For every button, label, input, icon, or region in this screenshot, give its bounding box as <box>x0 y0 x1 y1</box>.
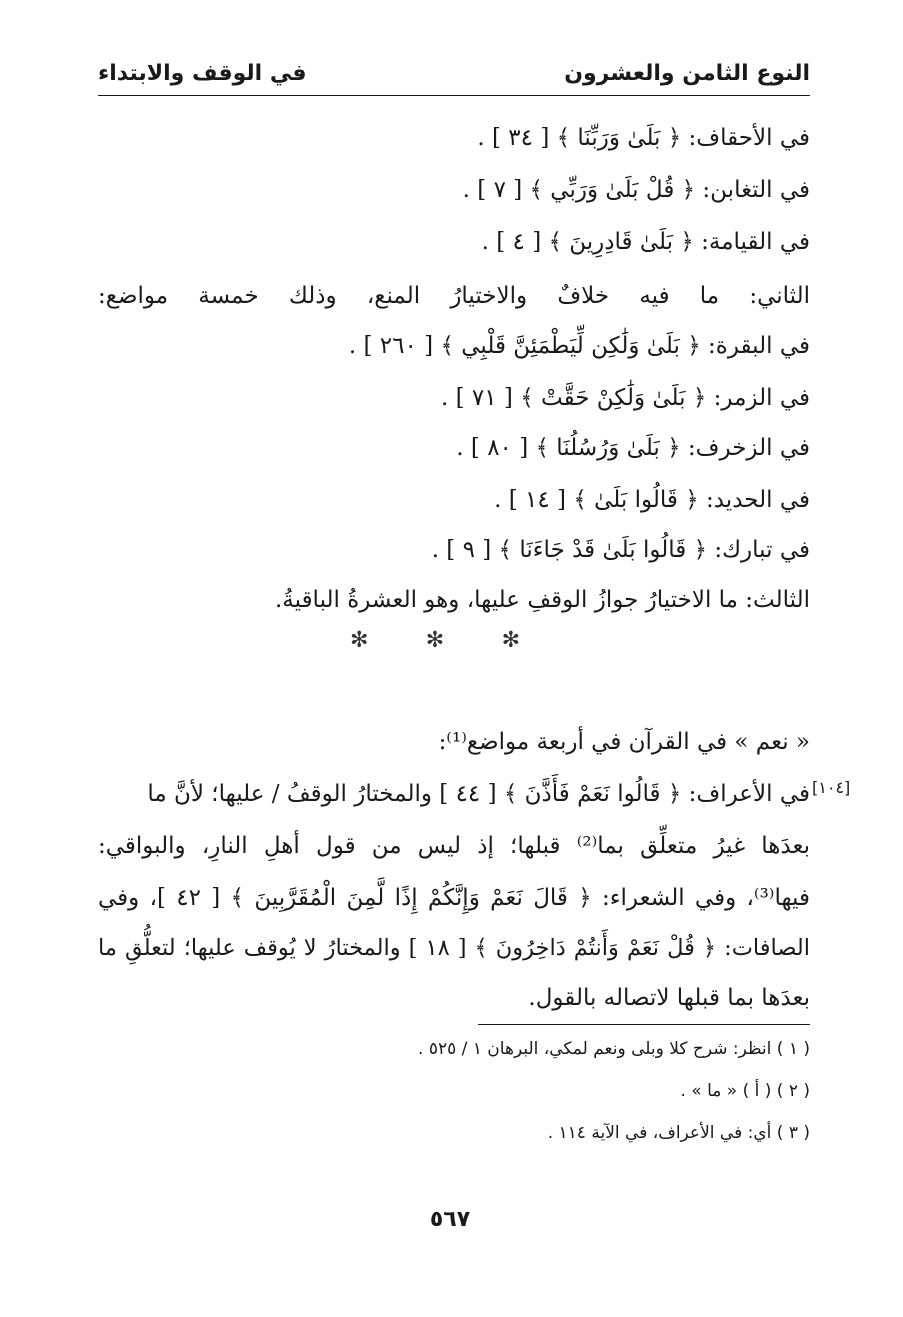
footnotes <box>98 1034 810 1164</box>
main-text-upper <box>98 118 810 638</box>
text-line: « نعم » في القرآن في أربعة مواضع⁽¹⁾: <box>438 729 810 755</box>
separator-star: ✻ <box>350 628 369 653</box>
text-line: الصافات: ﴿ قُلْ نَعَمْ وَأَنتُمْ دَاخِرُونَ ﴾ [ ١٨ ] والمختارُ لا يُوقف عليها؛ لتعلُّقِ ما <box>98 935 810 961</box>
footnote: ( ٣ ) أي: في الأعراف، في الآية ١١٤ . <box>547 1123 810 1143</box>
text-line: الثالث: ما الاختيارُ جوازُ الوقفِ عليها، وهو العشرةُ الباقيةُ. <box>274 587 810 613</box>
header-chapter-title: النوع الثامن والعشرون <box>564 60 810 86</box>
main-text-lower <box>98 722 810 1012</box>
text-line: الثاني: ما فيه خلافٌ والاختيارُ المنع، وذلك خمسة مواضع: <box>98 283 810 309</box>
running-header <box>98 52 810 94</box>
text-line: في البقرة: ﴿ بَلَىٰ وَلَٰكِن لِّيَطْمَئِنَّ قَلْبِي ﴾ [ ٢٦٠ ] . <box>348 333 810 359</box>
text-line: في التغابن: ﴿ قُلْ بَلَىٰ وَرَبِّي ﴾ [ ٧ ] . <box>462 177 810 203</box>
text-line: في الزخرف: ﴿ بَلَىٰ وَرُسُلُنَا ﴾ [ ٨٠ ] . <box>456 435 810 461</box>
text-line: في الزمر: ﴿ بَلَىٰ وَلَٰكِنْ حَقَّتْ ﴾ [ ٧١ ] . <box>441 385 810 411</box>
separator-star: ✻ <box>501 628 520 653</box>
text-line: في القيامة: ﴿ بَلَىٰ قَادِرِينَ ﴾ [ ٤ ] . <box>481 229 810 255</box>
text-line: بعدَها بما قبلها لاتصاله بالقول. <box>528 985 810 1011</box>
manuscript-folio-marker: [١٠٤] <box>812 778 851 797</box>
text-line: فيها⁽³⁾، وفي الشعراء: ﴿ قَالَ نَعَمْ وَإِنَّكُمْ إِذًا لَّمِنَ الْمُقَرَّبِينَ ﴾ [ ٤٢ ]، وفي <box>98 885 810 911</box>
footnote: ( ١ ) انظر: شرح كلا وبلى ونعم لمكي، البرهان ١ / ٥٢٥ . <box>418 1039 810 1059</box>
footnote: ( ٢ ) ( أ ) « ما » . <box>680 1081 810 1101</box>
header-divider <box>98 95 810 96</box>
text-line: في الأعراف: ﴿ قَالُوا نَعَمْ فَأَذَّنَ ﴾ [ ٤٤ ] والمختارُ الوقفُ / عليها؛ لأنَّ ما <box>147 781 810 807</box>
text-line: في تبارك: ﴿ قَالُوا بَلَىٰ قَدْ جَاءَنَا ﴾ [ ٩ ] . <box>431 537 810 563</box>
text-line: في الحديد: ﴿ قَالُوا بَلَىٰ ﴾ [ ١٤ ] . <box>494 487 810 513</box>
header-section-title: في الوقف والابتداء <box>98 60 307 86</box>
footnote-divider <box>478 1024 810 1025</box>
section-separator <box>350 628 520 662</box>
text-line: في الأحقاف: ﴿ بَلَىٰ وَرَبِّنَا ﴾ [ ٣٤ ] . <box>477 125 810 151</box>
text-line: بعدَها غيرُ متعلِّق بما⁽²⁾ قبلها؛ إذ ليس من قول أهلِ النارِ، والبواقي: <box>98 833 810 859</box>
separator-star: ✻ <box>425 628 445 653</box>
page-number: ٥٦٧ <box>429 1207 471 1232</box>
